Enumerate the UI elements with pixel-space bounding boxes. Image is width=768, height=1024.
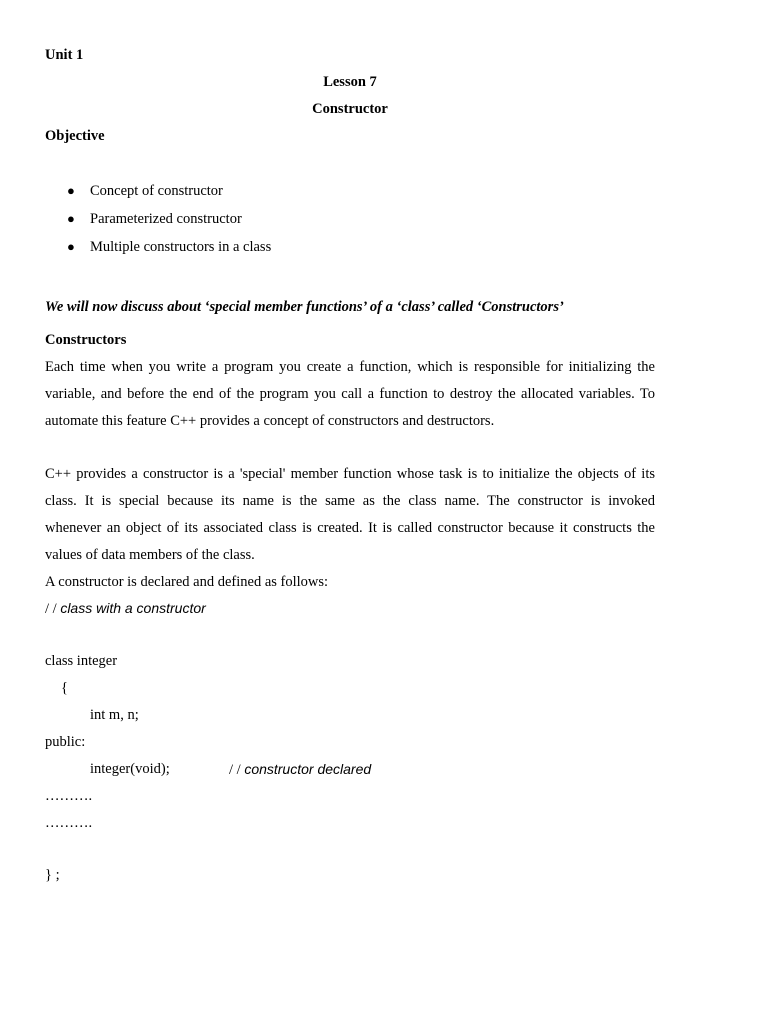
paragraph-line: whenever an object of its associated class is created. It is called constructor because it constructs the <box>45 520 655 536</box>
paragraph-line: variable, and before the end of the program you call a function to destroy the allocated variables. To <box>45 386 655 402</box>
paragraph-line: Each time when you write a program you create a function, which is responsible for initializing the <box>45 359 655 375</box>
code-line: class integer <box>45 653 118 669</box>
lesson-title: Lesson 7 <box>323 74 377 90</box>
paragraph-line: class. It is special because its name is the same as the class name. The constructor is invoked <box>45 493 655 509</box>
objective-item: ● Multiple constructors in a class <box>67 239 272 255</box>
intro-statement: We will now discuss about ‘special member functions’ of a ‘class’ called ‘Constructors’ <box>45 299 564 315</box>
paragraph-line: automate this feature C++ provides a concept of constructors and destructors. <box>45 413 495 429</box>
topic-title: Constructor <box>312 101 388 117</box>
code-line: } ; <box>45 867 60 883</box>
bullet-icon: ● <box>67 239 75 254</box>
code-line: ………. <box>45 788 93 804</box>
objective-item: ● Parameterized constructor <box>67 211 242 227</box>
objective-heading: Objective <box>45 128 105 144</box>
code-line: int m, n; <box>90 707 139 723</box>
code-line: { <box>61 680 68 696</box>
bullet-icon: ● <box>67 183 75 198</box>
declare-line: A constructor is declared and defined as follows: <box>45 574 329 590</box>
paragraph-line: C++ provides a constructor is a 'special' member function whose task is to initialize the objects of its <box>45 466 655 482</box>
code-line: integer(void); <box>90 761 170 777</box>
section-heading: Constructors <box>45 332 127 348</box>
code-comment: / / class with a constructor <box>45 600 206 617</box>
objective-item: ● Concept of constructor <box>67 183 223 199</box>
bullet-icon: ● <box>67 211 75 226</box>
unit-label: Unit 1 <box>45 47 84 63</box>
code-line: public: <box>45 734 86 750</box>
code-comment: / / constructor declared <box>229 761 372 778</box>
paragraph-line: values of data members of the class. <box>45 547 255 563</box>
code-line: ………. <box>45 815 93 831</box>
